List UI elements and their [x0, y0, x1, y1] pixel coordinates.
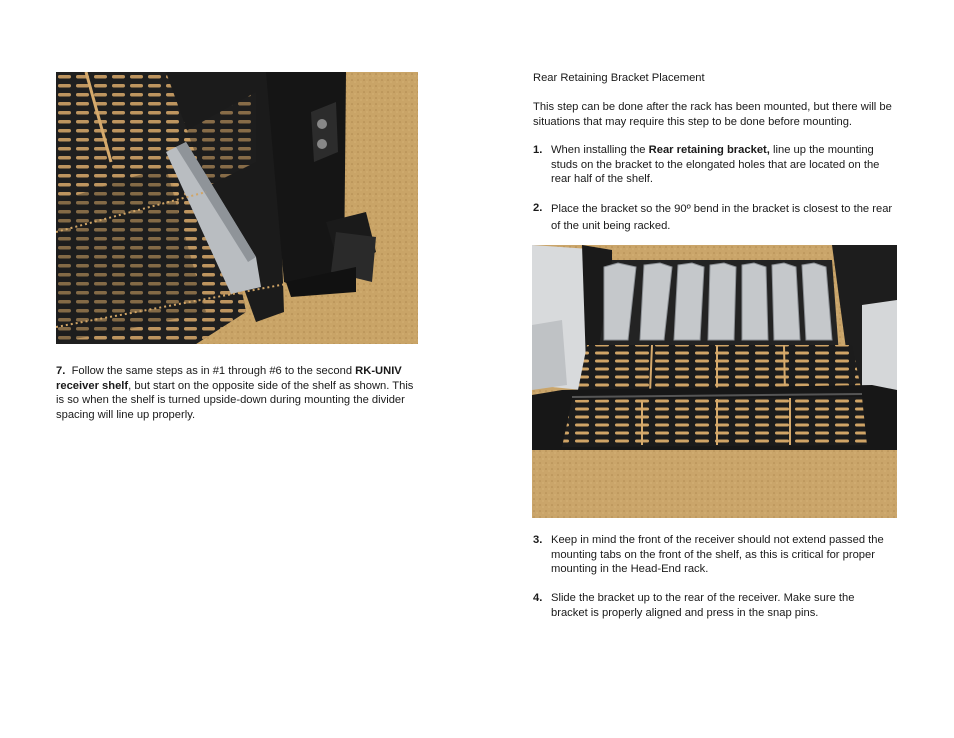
step-3	[533, 533, 893, 577]
step-4-text: Slide the bracket up to the rear of the receiver. Make sure the bracket is properly aligned and press in the snap pins.	[551, 592, 855, 619]
step-7-text-a: Follow the same steps as in #1 through #6 to the second	[71, 365, 353, 377]
step-1-text	[551, 143, 893, 187]
step-1-bold: Rear retaining bracket,	[648, 144, 770, 156]
step-2-number: 2.	[533, 202, 543, 214]
step-1-number: 1.	[533, 144, 543, 156]
step-1-text-a: When installing the	[551, 144, 646, 156]
shelf-bracket-photo-left	[56, 72, 418, 344]
step-1	[533, 143, 893, 187]
shelf-bracket-photo-right	[532, 245, 897, 518]
step-2	[533, 201, 893, 235]
step-1-text-b: line up the mounting studs on the bracket to the elongated holes that are located on the rear half of the shelf.	[551, 144, 880, 186]
step-2-text: Place the bracket so the 90º bend in the bracket is closest to the rear of the unit being racked.	[551, 203, 893, 232]
section-heading: Rear Retaining Bracket Placement	[533, 72, 705, 84]
step-4-number: 4.	[533, 592, 543, 604]
step-4	[533, 591, 893, 621]
step-7-text-b: , but start on the opposite side of the shelf as shown. This is so when the shelf is turned upside-down during mounting the divider spacing will line up properly.	[56, 379, 414, 421]
intro-paragraph: This step can be done after the rack has been mounted, but there will be situations that may require this step to be done before mounting.	[533, 101, 892, 128]
step-7-number: 7.	[56, 365, 66, 377]
step-3-number: 3.	[533, 534, 543, 546]
step-7-bold: RK-UNIV receiver shelf	[56, 365, 402, 392]
step-3-text: Keep in mind the front of the receiver should not extend passed the mounting tabs on the front of the shelf, as this is critical for proper mounting in the Head-End rack.	[551, 534, 884, 576]
step-7-paragraph	[56, 364, 418, 422]
